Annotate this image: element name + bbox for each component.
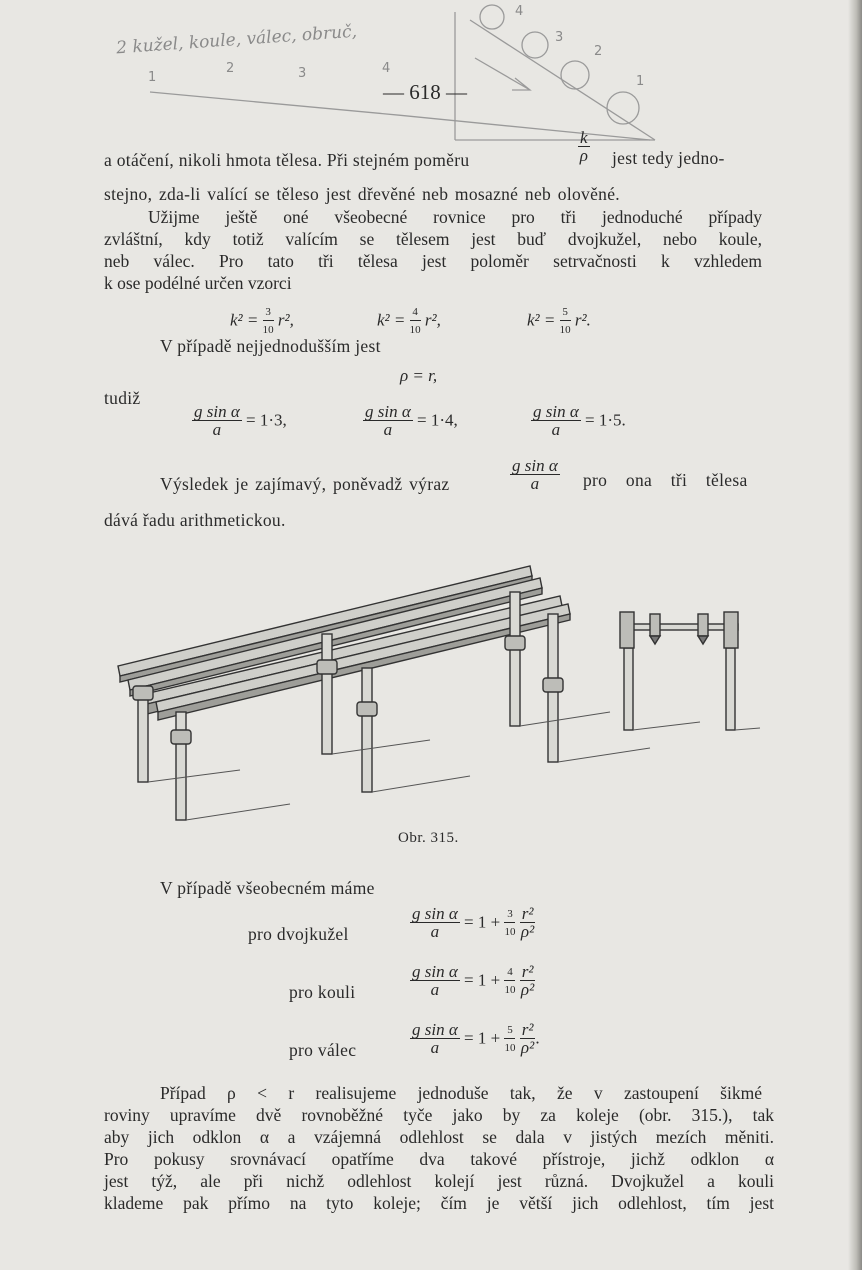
formula-equals: = 1 +	[464, 970, 501, 990]
fraction-numerator: 4	[410, 304, 421, 321]
text-line: neb válec. Pro tato tři tělesa jest poloměr setrvačnosti k vzhledem	[104, 251, 762, 271]
fraction-numerator: r²	[521, 1020, 534, 1039]
text-line: tudiž	[104, 388, 141, 408]
fraction-numerator: r²	[521, 962, 534, 981]
fraction-numerator: g sin α	[412, 962, 458, 981]
formula-general-dvojkuzel	[410, 906, 535, 941]
text-line: zvláštní, kdy totiž valícím se tělesem jest buď dvojkužel, nebo koule,	[104, 229, 762, 249]
formula-lhs: k² =	[230, 310, 259, 330]
formula-label: pro válec	[289, 1040, 357, 1060]
figure-caption: Obr. 315.	[398, 830, 459, 846]
text-line: a otáčení, nikoli hmota tělesa. Při stejném poměru	[104, 150, 470, 170]
text-line: jest týž, ale při nichž odlehlost kolejí jest různá. Dvojkužel a kouli	[104, 1171, 774, 1191]
page-number: — 618 —	[383, 80, 467, 104]
formula-general-valec	[410, 1022, 540, 1057]
fraction-denominator: 10	[262, 324, 274, 336]
fraction-numerator: 5	[504, 1022, 515, 1039]
formula-general-koule	[410, 964, 535, 999]
handwritten-digit: 2	[226, 61, 235, 76]
fraction-denominator: ρ²	[520, 1038, 535, 1057]
handwritten-note: 2 kužel, koule, válec, obruč,	[115, 21, 358, 59]
text-line: roviny upravíme dvě rovnoběžné tyče jako by za koleje (obr. 315.), tak	[104, 1105, 774, 1125]
text-line: dává řadu arithmetickou.	[104, 510, 286, 530]
fraction-numerator: g sin α	[533, 402, 579, 421]
handwritten-digit: 1	[148, 70, 157, 85]
formula-rho-equals-r: ρ = r,	[400, 366, 438, 385]
fraction-numerator: g sin α	[365, 402, 411, 421]
fraction-numerator: g sin α	[412, 1020, 458, 1039]
fraction-denominator: a	[430, 922, 440, 941]
formula-rhs: r²,	[424, 310, 441, 330]
fraction-denominator: 10	[559, 324, 571, 336]
fraction-denominator: 10	[409, 324, 421, 336]
formula-rhs: r².	[574, 310, 591, 330]
text-line: jest tedy jedno-	[612, 148, 725, 168]
formula-rhs: = 1·5.	[585, 410, 626, 430]
fraction-denominator: 10	[504, 1042, 516, 1054]
fraction-numerator: 5	[560, 304, 571, 321]
fraction-numerator: 4	[504, 964, 515, 981]
fraction-numerator: g sin α	[512, 456, 558, 475]
fraction-denominator: a	[212, 420, 222, 439]
formula-lhs: k² =	[527, 310, 556, 330]
formula-equals: = 1 +	[464, 1028, 501, 1048]
formula-rhs: = 1·4,	[417, 410, 458, 430]
fraction-numerator: 3	[263, 304, 274, 321]
handwritten-digit: 4	[382, 61, 391, 76]
formula-end: .	[535, 1028, 540, 1048]
fraction-numerator: r²	[521, 904, 534, 923]
fraction-denominator: 10	[504, 926, 516, 938]
fraction-denominator: a	[430, 1038, 440, 1057]
paragraph	[104, 1104, 774, 1214]
fraction-denominator: a	[430, 980, 440, 999]
side-view	[620, 612, 760, 730]
fraction-denominator: ρ²	[520, 922, 535, 941]
sketch-label: 2	[594, 44, 603, 59]
fraction-numerator: 3	[504, 906, 515, 923]
fraction-denominator: 10	[504, 984, 516, 996]
text-line: Případ ρ < r realisujeme jednoduše tak, že v zastoupení šikmé	[160, 1083, 762, 1103]
fraction-numerator: g sin α	[412, 904, 458, 923]
text-line: klademe pak přímo na tyto koleje; čím je větší jich odlehlost, tím jest	[104, 1193, 774, 1213]
fraction-numerator: g sin α	[194, 402, 240, 421]
text-line: Pro pokusy srovnávací opatříme dva takové přístroje, jichž odklon α	[104, 1149, 774, 1169]
formula-rhs: = 1·3,	[246, 410, 287, 430]
text-line: V případě všeobecném máme	[160, 878, 375, 898]
formula-rhs: r²,	[277, 310, 294, 330]
text-line: aby jich odklon α a vzájemná odlehlost se dala v jistých mezích měniti.	[104, 1127, 774, 1147]
text-line: Výsledek je zajímavý, poněvadž výraz	[160, 474, 450, 494]
text-line: k ose podélné určen vzorci	[104, 273, 292, 293]
text-line: Užijme ještě oné všeobecné rovnice pro tři jednoduché případy	[148, 207, 762, 227]
formula-label: pro kouli	[289, 982, 356, 1002]
sketch-label: 3	[555, 30, 564, 45]
text-line: V případě nejjednodušším jest	[160, 336, 381, 356]
formula-label: pro dvojkužel	[248, 924, 349, 944]
sketch-label: 4	[515, 4, 524, 19]
handwritten-digit: 3	[298, 66, 307, 81]
text-line: pro ona tři tělesa	[583, 470, 748, 490]
fraction-denominator: ρ²	[520, 980, 535, 999]
sketch-label: 1	[636, 74, 645, 89]
text-line: stejno, zda-li valící se těleso jest dřevěné neb mosazné neb olověné.	[104, 184, 620, 204]
fraction-denominator: a	[530, 474, 540, 493]
formula-equals: = 1 +	[464, 912, 501, 932]
fraction-numerator: k	[580, 128, 588, 147]
fraction-denominator: ρ	[579, 146, 588, 165]
paragraph	[104, 1082, 762, 1104]
fraction-denominator: a	[551, 420, 561, 439]
fraction-denominator: a	[383, 420, 393, 439]
formula-lhs: k² =	[377, 310, 406, 330]
